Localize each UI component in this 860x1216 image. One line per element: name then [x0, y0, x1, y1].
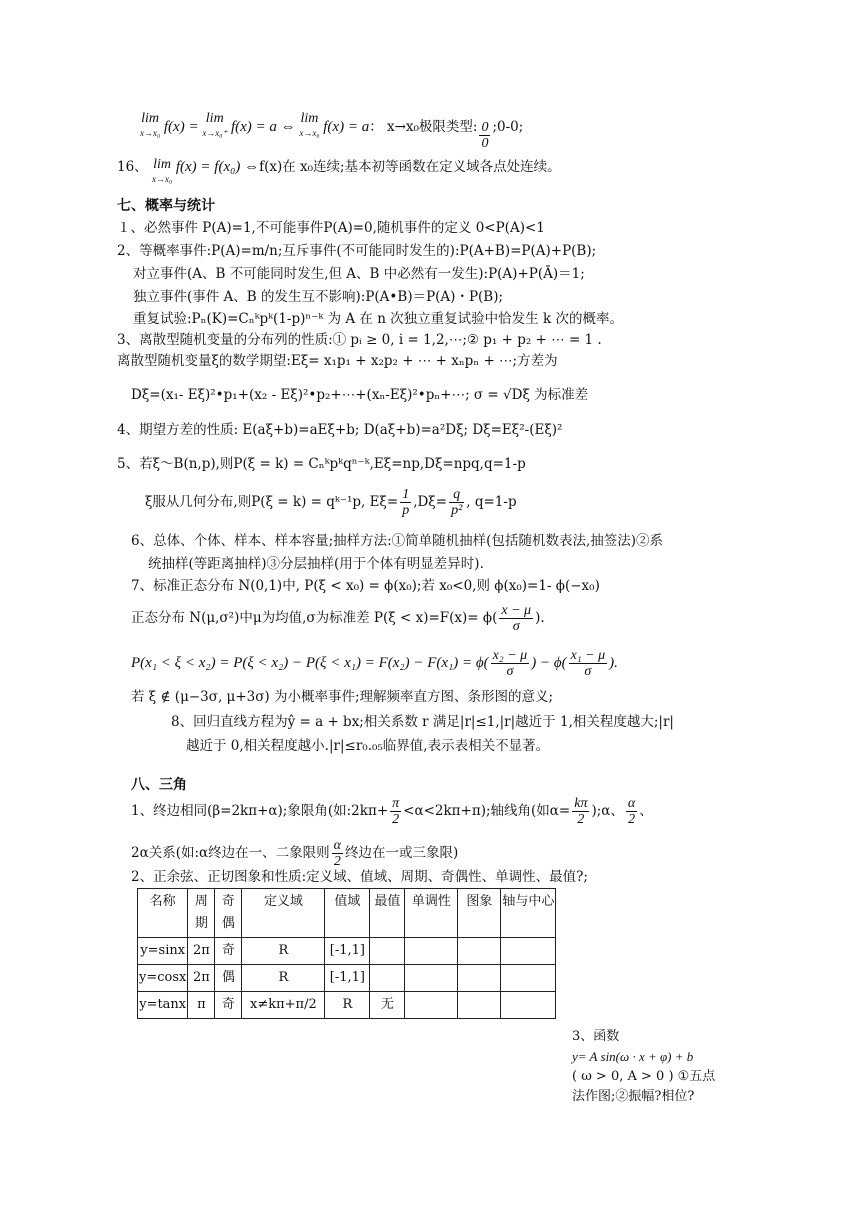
paragraph: 2、正余弦、正切图象和性质:定义域、值域、周期、奇偶性、单调性、最值?;	[131, 869, 588, 885]
formula: f(x) = f(x₀) ⇔	[172, 159, 260, 175]
table-cell	[501, 965, 556, 992]
side-note-line: 3、函数	[572, 1029, 620, 1044]
table-cell: y=sinx	[138, 938, 188, 965]
side-note-line: ( ω > 0, A > 0 ) ①五点	[572, 1069, 716, 1084]
text: ： x→x₀极限类型:	[369, 119, 478, 135]
fraction: $\frac{q}{\text{p²}}$	[451, 487, 463, 518]
table-header-cell: 轴与中心	[501, 889, 556, 938]
limits-line	[140, 111, 524, 151]
paragraph: １、必然事件 P(A)=1,不可能事件P(A)=0,随机事件的定义 0<P(A)<1	[117, 220, 545, 236]
table-cell	[370, 965, 405, 992]
paragraph: 越近于 0,相关程度越小.|r|≤r₀.₀₅临界值,表示表相关不显著。	[186, 738, 550, 754]
fraction: $\frac{1}{p}$	[402, 487, 410, 518]
paragraph: 7、标准正态分布 N(0,1)中, P(ξ < x₀) = ϕ(x₀);若 x₀<0,则 ϕ(x₀)=1- ϕ(−x₀)	[131, 578, 600, 594]
paragraph: 2、等概率事件:P(A)=m/n;互斥事件(不可能同时发生的):P(A+B)=P(A)+P(B);	[117, 243, 597, 259]
table-cell: 奇	[215, 938, 242, 965]
paragraph: 8、回归直线方程为ŷ = a + bx;相关系数 r 满足|r|≤1,|r|越近于 1,相关程度越大;|r|	[171, 714, 674, 730]
paragraph-normal: 正态分布 N(μ,σ²)中μ为均值,σ为标准差 P(ξ < x)=F(x)= ϕ( $\frac{x - \mu}{\sigma}$ ).	[131, 603, 545, 634]
table-cell: 2π	[188, 938, 215, 965]
limit-operator: lim x→x₀	[140, 111, 161, 138]
section-title: 七、概率与统计	[117, 198, 215, 214]
limit-operator: lim x→x₀⁺	[202, 111, 228, 138]
paragraph: 6、总体、个体、样本、样本容量;抽样方法:①简单随机抽样(包括随机数表法,抽签法)②系	[131, 533, 664, 549]
table-header-cell: 值域	[325, 889, 370, 938]
formula: f(x) =	[160, 119, 203, 135]
paragraph-geometric: ξ服从几何分布,则P(ξ = k) = qᵏ⁻¹p, Eξ= $\frac{1}{p}$ ,Dξ= $\frac{q}{\text{p²}}$ , q=1-p	[145, 487, 517, 518]
side-note-line: 法作图;②振幅?相位?	[572, 1089, 695, 1104]
table-cell: 无	[370, 992, 405, 1019]
table-header-cell: 最值	[370, 889, 405, 938]
table-cell	[501, 992, 556, 1019]
fraction: $\frac{\alpha}{2}$	[627, 796, 636, 827]
table-cell: R	[242, 965, 325, 992]
table-header-cell: 单调性	[405, 889, 458, 938]
limit-operator: lim x→x₀	[299, 111, 320, 138]
table-cell: R	[242, 938, 325, 965]
fraction: $\frac{\text{x₂ − μ}}{\sigma}$	[492, 648, 528, 679]
fraction: $\frac{\alpha}{2}$	[333, 838, 341, 869]
table-cell	[370, 938, 405, 965]
section-title: 八、三角	[131, 777, 187, 793]
fraction: $\frac{0}{0}$	[481, 120, 489, 151]
table-cell	[501, 938, 556, 965]
fraction: $\frac{\pi}{2}$	[392, 796, 400, 827]
table-cell: y=cosx	[138, 965, 188, 992]
table-cell: π	[188, 992, 215, 1019]
table-cell	[405, 965, 458, 992]
fraction: $\frac{\text{x₁ − μ}}{\sigma}$	[570, 648, 606, 679]
paragraph: 3、离散型随机变量的分布列的性质:① pᵢ ≥ 0, i = 1,2,⋯;② p₁ + p₂ + ⋯ = 1 .	[117, 332, 602, 348]
table-header-cell: 奇偶	[215, 889, 242, 938]
paragraph: 统抽样(等距离抽样)③分层抽样(用于个体有明显差异时).	[148, 556, 484, 572]
formula: f(x) = a	[319, 119, 370, 135]
paragraph: 对立事件(A、B 不可能同时发生,但 A、B 中必然有一发生):P(A)+P(Ā)＝1;	[133, 266, 585, 282]
table-cell	[458, 938, 501, 965]
table-header-cell: 图象	[458, 889, 501, 938]
limit-operator: lim x→x₀	[151, 157, 173, 184]
table-cell: R	[325, 992, 370, 1019]
text: f(x)在 x₀连续;基本初等函数在定义域各点处连续。	[259, 159, 561, 175]
trig-properties-table	[137, 888, 556, 1019]
table-row	[138, 938, 556, 965]
table-cell	[405, 992, 458, 1019]
table-cell: [-1,1]	[325, 965, 370, 992]
paragraph-normal-interval: P(x₁ < ξ < x₂) = P(ξ < x₂) − P(ξ < x₁) = F(x₂) − F(x₁) = ϕ( $\frac{\text{x₂ − μ}}{\sigma}$ ) − ϕ( $\frac{\text{x₁ − μ}}{\sigma}$ ).	[131, 648, 618, 679]
table-header-cell: 周期	[188, 889, 215, 938]
side-note	[572, 1027, 792, 1107]
paragraph: 重复试验:Pₙ(K)=Cₙᵏpᵏ(1-p)ⁿ⁻ᵏ 为 A 在 n 次独立重复试验中恰发生 k 次的概率。	[133, 311, 623, 327]
paragraph: 若 ξ ∉ (μ−3σ, μ+3σ) 为小概率事件;理解频率直方图、条形图的意义;	[131, 689, 554, 705]
paragraph: 独立事件(事件 A、B 的发生互不影响):P(A•B)＝P(A)・P(B);	[133, 289, 504, 305]
paragraph: 4、期望方差的性质: E(aξ+b)=aEξ+b; D(aξ+b)=a²Dξ; Dξ=Eξ²-(Eξ)²	[117, 422, 563, 438]
table-cell	[458, 965, 501, 992]
table-cell: y=tanx	[138, 992, 188, 1019]
table-cell: 奇	[215, 992, 242, 1019]
table-cell: [-1,1]	[325, 938, 370, 965]
table-cell: 偶	[215, 965, 242, 992]
table-header-cell: 名称	[138, 889, 188, 938]
table-row	[138, 965, 556, 992]
table-cell: x≠kπ+π/2	[242, 992, 325, 1019]
paragraph: Dξ=(x₁- Eξ)²•p₁+(x₂ - Eξ)²•p₂+⋯+(xₙ-Eξ)²•pₙ+⋯; σ = √Dξ 为标准差	[131, 387, 589, 403]
table-header-cell: 定义域	[242, 889, 325, 938]
table-row	[138, 992, 556, 1019]
paragraph: 离散型随机变量ξ的数学期望:Eξ= x₁p₁ + x₂p₂ + ⋯ + xₙpₙ + ⋯;方差为	[117, 353, 558, 369]
text: ;0-0;	[492, 119, 524, 135]
paragraph: 5、若ξ～B(n,p),则P(ξ = k) = Cₙᵏpᵏqⁿ⁻ᵏ,Eξ=np,Dξ=npq,q=1-p	[117, 456, 526, 472]
item-16: 16、 lim x→x₀ f(x) = f(x₀) ⇔f(x)在 x₀连续;基本初等函数在定义域各点处连续。	[117, 157, 561, 184]
paragraph-angles: 1、终边相同(β=2kπ+α);象限角(如:2kπ+ $\frac{\pi}{2}$ <α<2kπ+π);轴线角(如α= $\frac{k\pi}{2}$ );α、 $\frac{\alpha}{2}$ 、	[131, 796, 653, 827]
side-note-line: y= A sin(ω · x + φ) + b	[572, 1049, 694, 1064]
table-cell: 2π	[188, 965, 215, 992]
table-cell	[405, 938, 458, 965]
fraction: $\frac{k\pi}{2}$	[574, 796, 588, 827]
fraction: $\frac{x - \mu}{\sigma}$	[501, 603, 532, 634]
table-cell	[458, 992, 501, 1019]
paragraph-relation: 2α关系(如:α终边在一、二象限则 $\frac{\alpha}{2}$ 终边在一或三象限)	[131, 838, 459, 869]
formula: f(x) = a ⇔	[227, 119, 300, 135]
table-header-row	[138, 889, 556, 938]
